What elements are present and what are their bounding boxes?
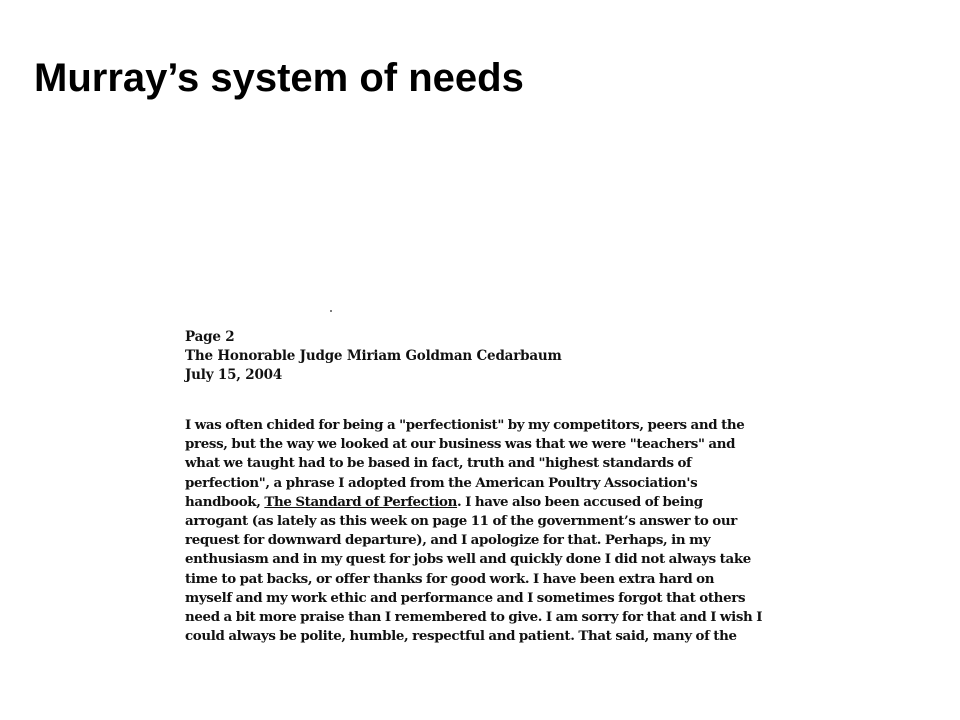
letter-line: arrogant (as lately as this week on page 11 of the government’s answer to our: [185, 513, 737, 530]
letter-body: [185, 416, 762, 646]
letter-line: [185, 493, 762, 512]
letter-date: July 15, 2004: [185, 367, 283, 383]
letter-line: press, but the way we looked at our business was that we were "teachers" and: [185, 436, 736, 453]
letter-line: need a bit more praise than I remembered to give. I am sorry for that and I wish I: [185, 609, 763, 626]
letter-line: enthusiasm and in my quest for jobs well and quickly done I did not always take: [185, 551, 751, 568]
letter-line-suffix: . I have also been accused of being: [457, 493, 703, 510]
slide-title: Murray’s system of needs: [34, 56, 524, 100]
scanned-letter: [180, 302, 800, 648]
letter-line: what we taught had to be based in fact, truth and "highest standards of: [185, 455, 692, 472]
letter-line-prefix: handbook,: [185, 493, 265, 510]
handbook-title: The Standard of Perfection: [264, 493, 458, 510]
letter-line: request for downward departure), and I apologize for that. Perhaps, in my: [185, 532, 711, 549]
letter-line: time to pat backs, or offer thanks for good work. I have been extra hard on: [185, 570, 715, 587]
letter-page-number: Page 2: [185, 329, 235, 345]
letter-addressee: The Honorable Judge Miriam Goldman Cedarbaum: [185, 348, 562, 364]
letter-line: myself and my work ethic and performance and I sometimes forgot that others: [185, 589, 746, 606]
letter-line: I was often chided for being a "perfectionist" by my competitors, peers and the: [185, 417, 745, 433]
letter-line: could always be polite, humble, respectful and patient. That said, many of the: [185, 628, 737, 645]
letter-line: perfection", a phrase I adopted from the American Poultry Association's: [185, 474, 698, 491]
scan-speck: [330, 310, 332, 312]
letter-header: [185, 328, 562, 385]
